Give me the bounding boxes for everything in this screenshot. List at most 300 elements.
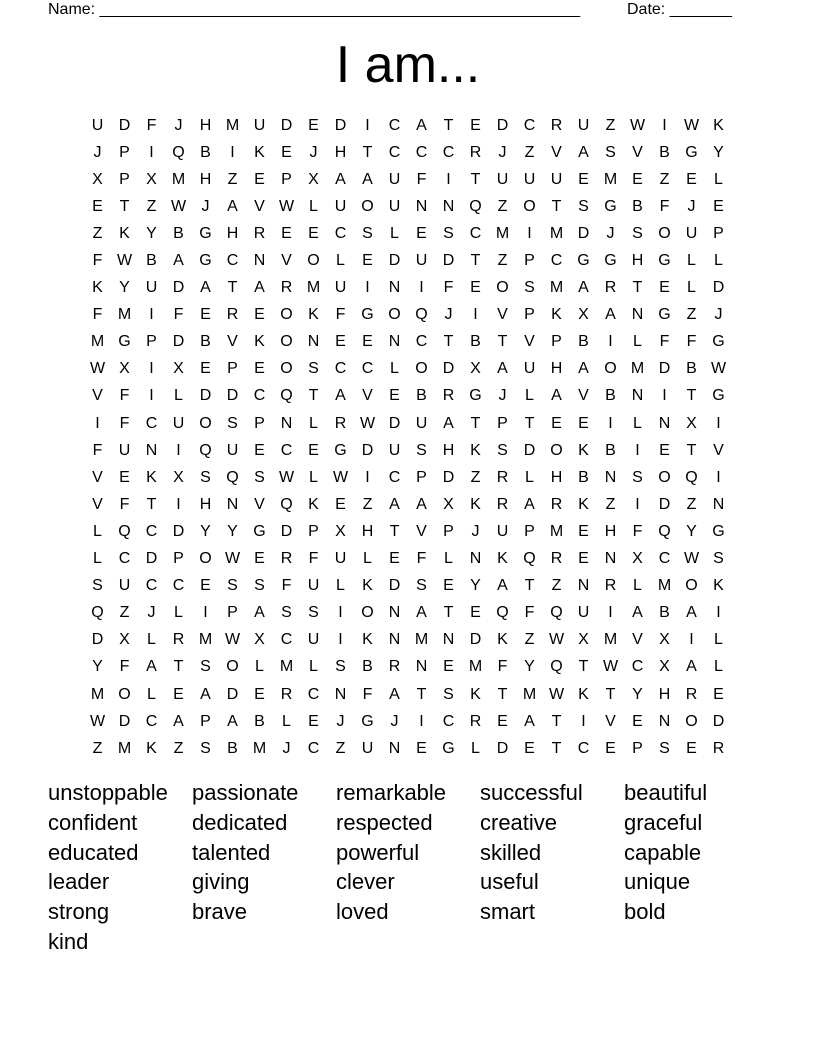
grid-letter: E	[308, 712, 319, 730]
grid-letter: K	[146, 739, 157, 757]
grid-letter: E	[254, 550, 265, 568]
grid-letter: A	[335, 170, 346, 188]
grid-letter: S	[200, 468, 211, 486]
grid-letter: Y	[227, 522, 238, 540]
grid-letter: S	[524, 279, 535, 297]
grid-letter: X	[659, 658, 670, 676]
grid-letter: P	[443, 522, 454, 540]
grid-letter: G	[361, 712, 374, 730]
grid-letter: K	[119, 224, 130, 242]
grid-letter: A	[578, 279, 589, 297]
grid-letter: Z	[497, 197, 508, 215]
grid-letter: G	[469, 387, 482, 405]
grid-letter: F	[443, 279, 454, 297]
grid-letter: X	[632, 550, 643, 568]
grid-letter: X	[119, 631, 130, 649]
grid-letter: C	[631, 658, 644, 676]
grid-letter: L	[255, 658, 264, 676]
grid-letter: X	[686, 414, 697, 432]
grid-letter: K	[578, 685, 589, 703]
grid-letter: B	[416, 387, 427, 405]
grid-letter: L	[714, 252, 723, 270]
grid-letter: E	[389, 387, 400, 405]
grid-letter: D	[172, 522, 185, 540]
grid-letter: E	[578, 414, 589, 432]
grid-letter: I	[608, 604, 613, 622]
grid-letter: U	[172, 414, 185, 432]
grid-letter: J	[336, 712, 345, 730]
grid-letter: Q	[496, 604, 509, 622]
grid-letter: C	[172, 577, 185, 595]
grid-letter: I	[716, 414, 721, 432]
grid-letter: P	[227, 604, 238, 622]
grid-letter: C	[145, 577, 158, 595]
grid-letter: T	[443, 604, 454, 622]
grid-letter: S	[443, 685, 454, 703]
grid-letter: A	[227, 712, 238, 730]
grid-letter: E	[335, 333, 346, 351]
grid-letter: N	[388, 333, 401, 351]
grid-letter: T	[470, 414, 481, 432]
grid-letter: G	[118, 333, 131, 351]
grid-letter: Q	[415, 306, 428, 324]
grid-letter: U	[685, 224, 698, 242]
grid-letter: S	[632, 468, 643, 486]
grid-letter: F	[416, 170, 427, 188]
grid-letter: K	[578, 495, 589, 513]
grid-letter: O	[361, 197, 374, 215]
grid-letter: M	[306, 279, 321, 297]
grid-letter: N	[253, 252, 266, 270]
grid-letter: X	[254, 631, 265, 649]
grid-letter: W	[116, 252, 133, 270]
grid-letter: B	[632, 197, 643, 215]
grid-letter: X	[335, 522, 346, 540]
grid-letter: N	[226, 495, 239, 513]
grid-letter: P	[524, 306, 535, 324]
grid-letter: U	[334, 279, 347, 297]
grid-letter: Z	[524, 143, 535, 161]
grid-letter: S	[443, 224, 454, 242]
grid-letter: U	[226, 441, 239, 459]
grid-letter: R	[496, 495, 509, 513]
grid-letter: K	[254, 143, 265, 161]
grid-letter: M	[549, 279, 564, 297]
grid-letter: F	[524, 604, 535, 622]
grid-letter: P	[119, 170, 130, 188]
grid-letter: F	[173, 306, 184, 324]
grid-letter: I	[419, 712, 424, 730]
grid-letter: C	[388, 468, 401, 486]
grid-letter: Z	[686, 306, 697, 324]
grid-letter: O	[307, 252, 320, 270]
grid-letter: V	[632, 143, 643, 161]
grid-letter: X	[659, 631, 670, 649]
grid-letter: X	[443, 495, 454, 513]
grid-letter: E	[173, 685, 184, 703]
word-bank-item: remarkable	[336, 780, 447, 805]
grid-letter: N	[631, 387, 644, 405]
word-bank-item: giving	[192, 869, 250, 895]
grid-letter: A	[686, 658, 697, 676]
grid-letter: Z	[173, 739, 184, 757]
grid-letter: E	[443, 577, 454, 595]
word-bank-item: unstoppable	[48, 780, 168, 805]
grid-letter: Q	[469, 197, 482, 215]
grid-letter: E	[713, 197, 724, 215]
grid-letter: N	[415, 658, 428, 676]
letter-grid	[84, 112, 732, 762]
grid-letter: S	[281, 604, 292, 622]
grid-letter: Q	[226, 468, 239, 486]
grid-letter: C	[442, 143, 455, 161]
grid-letter: N	[442, 631, 455, 649]
grid-letter: P	[173, 550, 184, 568]
word-bank-item: unique	[624, 869, 691, 895]
grid-letter: M	[549, 224, 564, 242]
grid-letter: R	[712, 739, 725, 757]
grid-letter: B	[200, 333, 211, 351]
grid-letter: E	[713, 685, 724, 703]
grid-letter: B	[227, 739, 238, 757]
grid-letter: D	[118, 116, 131, 134]
grid-letter: U	[415, 414, 428, 432]
grid-letter: L	[633, 577, 642, 595]
grid-letter: W	[89, 712, 106, 730]
grid-letter: A	[173, 252, 184, 270]
grid-letter: H	[550, 468, 563, 486]
grid-letter: Q	[280, 387, 293, 405]
grid-letter: N	[388, 604, 401, 622]
grid-letter: G	[658, 306, 671, 324]
grid-letter: J	[93, 143, 102, 161]
grid-letter: G	[577, 252, 590, 270]
grid-letter: X	[470, 360, 481, 378]
grid-letter: T	[389, 522, 400, 540]
grid-letter: N	[658, 712, 671, 730]
grid-letter: D	[226, 387, 239, 405]
grid-letter: Z	[659, 170, 670, 188]
grid-letter: U	[577, 604, 590, 622]
grid-letter: M	[225, 116, 240, 134]
grid-letter: J	[147, 604, 156, 622]
grid-letter: I	[608, 333, 613, 351]
grid-letter: L	[714, 631, 723, 649]
grid-letter: L	[390, 360, 399, 378]
grid-letter: A	[362, 170, 373, 188]
grid-letter: G	[712, 333, 725, 351]
grid-letter: T	[470, 170, 481, 188]
grid-letter: L	[147, 631, 156, 649]
grid-letter: E	[632, 712, 643, 730]
grid-letter: W	[683, 116, 700, 134]
grid-letter: I	[149, 360, 154, 378]
grid-letter: I	[473, 306, 478, 324]
grid-letter: B	[200, 143, 211, 161]
grid-letter: Q	[550, 604, 563, 622]
grid-letter: A	[551, 387, 562, 405]
word-bank-item: powerful	[336, 839, 420, 865]
grid-letter: I	[446, 170, 451, 188]
grid-letter: A	[173, 712, 184, 730]
word-bank	[48, 778, 768, 957]
grid-letter: E	[335, 495, 346, 513]
grid-letter: V	[578, 387, 589, 405]
grid-letter: N	[388, 279, 401, 297]
grid-letter: D	[442, 468, 455, 486]
grid-letter: W	[170, 197, 187, 215]
grid-letter: U	[496, 170, 509, 188]
grid-letter: F	[146, 116, 157, 134]
grid-letter: Z	[92, 224, 103, 242]
grid-letter: N	[604, 468, 617, 486]
grid-letter: O	[280, 333, 293, 351]
grid-letter: A	[416, 116, 427, 134]
grid-letter: T	[443, 116, 454, 134]
grid-letter: C	[415, 143, 428, 161]
grid-letter: R	[226, 306, 239, 324]
grid-letter: N	[334, 685, 347, 703]
grid-letter: C	[307, 685, 320, 703]
grid-letter: G	[361, 306, 374, 324]
grid-letter: Z	[92, 739, 103, 757]
grid-letter: F	[686, 333, 697, 351]
grid-letter: E	[524, 739, 535, 757]
grid-letter: U	[361, 739, 374, 757]
grid-letter: R	[280, 279, 293, 297]
grid-letter: L	[525, 468, 534, 486]
grid-letter: F	[362, 685, 373, 703]
grid-letter: D	[91, 631, 104, 649]
word-bank-item: leader	[48, 869, 110, 895]
grid-letter: F	[659, 333, 670, 351]
grid-letter: V	[632, 631, 643, 649]
grid-letter: R	[550, 116, 563, 134]
grid-letter: I	[203, 604, 208, 622]
grid-letter: V	[254, 495, 265, 513]
grid-letter: T	[443, 333, 454, 351]
grid-letter: A	[254, 279, 265, 297]
grid-letter: F	[119, 495, 130, 513]
grid-letter: C	[523, 116, 536, 134]
grid-letter: A	[389, 495, 400, 513]
grid-letter: E	[281, 224, 292, 242]
grid-letter: D	[145, 550, 158, 568]
grid-letter: I	[635, 495, 640, 513]
grid-letter: V	[362, 387, 373, 405]
grid-letter: D	[496, 116, 509, 134]
grid-letter: J	[201, 197, 210, 215]
grid-letter: I	[230, 143, 235, 161]
grid-letter: H	[604, 522, 617, 540]
grid-letter: D	[280, 116, 293, 134]
grid-letter: V	[713, 441, 724, 459]
grid-letter: J	[444, 306, 453, 324]
grid-letter: T	[551, 712, 562, 730]
grid-letter: K	[470, 441, 481, 459]
grid-letter: U	[388, 170, 401, 188]
grid-letter: Q	[118, 522, 131, 540]
grid-letter: O	[685, 577, 698, 595]
grid-letter: O	[658, 468, 671, 486]
grid-letter: J	[471, 522, 480, 540]
grid-letter: M	[549, 522, 564, 540]
grid-letter: Y	[200, 522, 211, 540]
grid-letter: E	[551, 414, 562, 432]
grid-letter: R	[604, 279, 617, 297]
grid-letter: L	[714, 658, 723, 676]
grid-letter: E	[200, 360, 211, 378]
grid-letter: L	[147, 685, 156, 703]
grid-letter: A	[578, 360, 589, 378]
grid-letter: D	[388, 414, 401, 432]
grid-letter: E	[470, 279, 481, 297]
grid-letter: W	[224, 631, 241, 649]
grid-letter: U	[145, 279, 158, 297]
grid-letter: T	[578, 658, 589, 676]
grid-letter: H	[442, 441, 455, 459]
grid-letter: C	[307, 739, 320, 757]
page-title: I am...	[335, 36, 481, 94]
grid-letter: R	[496, 468, 509, 486]
grid-letter: A	[146, 658, 157, 676]
grid-letter: C	[226, 252, 239, 270]
grid-letter: I	[581, 712, 586, 730]
grid-letter: C	[442, 712, 455, 730]
grid-letter: Q	[91, 604, 104, 622]
word-bank-item: strong	[48, 899, 110, 925]
grid-letter: A	[416, 604, 427, 622]
grid-letter: P	[416, 468, 427, 486]
grid-letter: H	[361, 522, 374, 540]
grid-letter: L	[309, 468, 318, 486]
grid-letter: N	[280, 414, 293, 432]
grid-letter: L	[444, 550, 453, 568]
grid-letter: T	[605, 685, 616, 703]
grid-letter: U	[577, 116, 590, 134]
grid-letter: D	[334, 116, 347, 134]
grid-letter: P	[146, 333, 157, 351]
grid-letter: K	[551, 306, 562, 324]
grid-letter: H	[226, 224, 239, 242]
grid-letter: C	[253, 387, 266, 405]
grid-letter: D	[442, 360, 455, 378]
grid-letter: E	[362, 252, 373, 270]
grid-letter: E	[578, 522, 589, 540]
grid-letter: E	[605, 739, 616, 757]
grid-letter: O	[388, 306, 401, 324]
grid-letter: E	[200, 577, 211, 595]
grid-letter: I	[689, 631, 694, 649]
grid-letter: E	[443, 658, 454, 676]
grid-letter: D	[226, 685, 239, 703]
grid-letter: P	[632, 739, 643, 757]
word-bank-item: educated	[48, 839, 139, 865]
grid-letter: C	[118, 550, 131, 568]
grid-letter: M	[252, 739, 267, 757]
grid-letter: M	[603, 170, 618, 188]
grid-letter: B	[173, 224, 184, 242]
grid-letter: T	[551, 739, 562, 757]
grid-letter: O	[199, 550, 212, 568]
grid-letter: U	[253, 116, 266, 134]
grid-letter: I	[365, 468, 370, 486]
grid-letter: Y	[713, 143, 724, 161]
grid-letter: K	[497, 631, 508, 649]
grid-letter: I	[149, 387, 154, 405]
grid-letter: E	[254, 685, 265, 703]
grid-letter: N	[577, 577, 590, 595]
grid-letter: M	[468, 658, 483, 676]
grid-letter: I	[662, 116, 667, 134]
grid-letter: U	[523, 170, 536, 188]
word-bank-item: smart	[480, 899, 535, 925]
grid-letter: N	[604, 550, 617, 568]
grid-letter: W	[332, 468, 349, 486]
grid-letter: C	[361, 360, 374, 378]
grid-letter: B	[605, 441, 616, 459]
grid-letter: A	[254, 604, 265, 622]
grid-letter: K	[146, 468, 157, 486]
grid-letter: F	[92, 306, 103, 324]
grid-letter: P	[524, 252, 535, 270]
grid-letter: Z	[335, 739, 346, 757]
grid-letter: S	[632, 224, 643, 242]
grid-letter: L	[687, 252, 696, 270]
grid-letter: B	[362, 658, 373, 676]
grid-letter: J	[606, 224, 615, 242]
grid-letter: R	[550, 550, 563, 568]
grid-letter: U	[334, 550, 347, 568]
grid-letter: M	[90, 333, 105, 351]
grid-letter: A	[632, 604, 643, 622]
grid-letter: F	[308, 550, 319, 568]
grid-letter: U	[307, 631, 320, 649]
grid-letter: I	[176, 495, 181, 513]
grid-letter: J	[282, 739, 291, 757]
grid-letter: H	[199, 170, 212, 188]
grid-letter: H	[199, 116, 212, 134]
grid-letter: G	[199, 252, 212, 270]
grid-letter: Y	[146, 224, 157, 242]
word-bank-item: clever	[336, 869, 395, 895]
grid-letter: T	[308, 387, 319, 405]
word-bank-item: bold	[624, 899, 666, 925]
grid-letter: A	[389, 685, 400, 703]
grid-letter: O	[658, 224, 671, 242]
grid-letter: B	[470, 333, 481, 351]
grid-letter: F	[92, 441, 103, 459]
grid-letter: E	[470, 116, 481, 134]
grid-letter: R	[280, 685, 293, 703]
word-bank-item: useful	[480, 869, 539, 895]
grid-letter: S	[416, 577, 427, 595]
grid-letter: Y	[686, 522, 697, 540]
grid-letter: W	[89, 360, 106, 378]
grid-letter: A	[497, 577, 508, 595]
grid-letter: J	[390, 712, 399, 730]
grid-letter: A	[443, 414, 454, 432]
grid-letter: D	[712, 712, 725, 730]
name-field: Name: ______________________________________________________	[48, 1, 581, 18]
grid-letter: P	[254, 414, 265, 432]
grid-letter: E	[389, 550, 400, 568]
grid-letter: J	[498, 387, 507, 405]
grid-letter: A	[416, 495, 427, 513]
grid-letter: E	[254, 360, 265, 378]
grid-letter: C	[334, 224, 347, 242]
grid-letter: K	[362, 577, 373, 595]
